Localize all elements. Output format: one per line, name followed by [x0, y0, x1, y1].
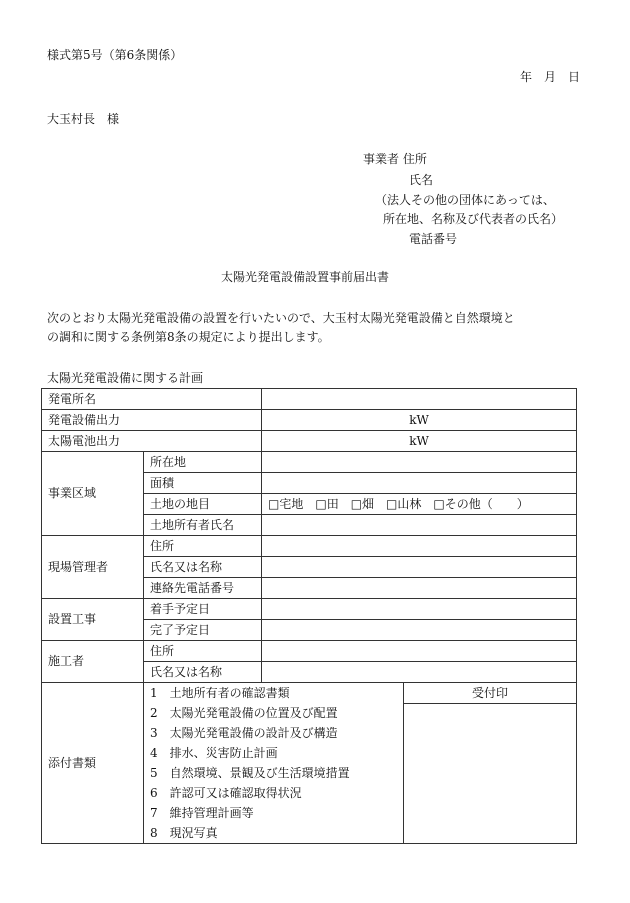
owner-name-value	[262, 515, 577, 536]
table-caption: 太陽光発電設備に関する計画	[47, 371, 204, 385]
manager-name-value	[262, 557, 577, 578]
plant-name-label: 発電所名	[42, 389, 262, 410]
land-category-label: 土地の地目	[144, 494, 262, 515]
list-item: 1 土地所有者の確認書類	[150, 686, 290, 700]
site-manager-label: 現場管理者	[42, 536, 144, 599]
location-value	[262, 452, 577, 473]
table-row	[42, 641, 577, 662]
land-category-options: □宅地 □田 □畑 □山林 □その他（ ）	[262, 494, 577, 515]
plant-name-value	[262, 389, 577, 410]
list-item: 5 自然環境、景観及び生活環境措置	[150, 766, 350, 780]
list-item: 6 許認可又は確認取得状況	[150, 786, 302, 800]
form-number: 様式第5号（第6条関係）	[47, 48, 183, 62]
manager-phone-label: 連絡先電話番号	[144, 578, 262, 599]
list-item: 8 現況写真	[150, 826, 218, 840]
table-row	[42, 536, 577, 557]
applicant-note-line2: 所在地、名称及び代表者の氏名）	[383, 212, 564, 226]
manager-name-label: 氏名又は名称	[144, 557, 262, 578]
table-row	[42, 452, 577, 473]
cell-output-unit: kW	[262, 431, 577, 452]
manager-address-label: 住所	[144, 536, 262, 557]
body-text-line2: の調和に関する条例第8条の規定により提出します。	[47, 330, 330, 344]
table-row	[42, 389, 577, 410]
start-date-label: 着手予定日	[144, 599, 262, 620]
land-area-value	[262, 473, 577, 494]
table-row	[42, 599, 577, 620]
contractor-address-label: 住所	[144, 641, 262, 662]
manager-address-value	[262, 536, 577, 557]
receipt-stamp-box	[404, 704, 577, 844]
list-item: 4 排水、災害防止計画	[150, 746, 278, 760]
contractor-name-value	[262, 662, 577, 683]
facility-output-unit: kW	[262, 410, 577, 431]
land-area-label: 面積	[144, 473, 262, 494]
attachments-label: 添付書類	[42, 683, 144, 844]
date-line: 年 月 日	[520, 70, 581, 84]
contractor-label: 施工者	[42, 641, 144, 683]
end-date-value	[262, 620, 577, 641]
table-row	[42, 683, 577, 704]
applicant-note-line1: （法人その他の団体にあっては、	[375, 193, 555, 207]
table-row	[42, 410, 577, 431]
table-row	[42, 431, 577, 452]
applicant-address-label: 事業者 住所	[363, 152, 427, 166]
applicant-phone-label: 電話番号	[409, 232, 458, 246]
list-item: 3 太陽光発電設備の設計及び構造	[150, 726, 338, 740]
plan-table	[41, 388, 577, 844]
addressee: 大玉村長 様	[47, 112, 120, 126]
cell-output-label: 太陽電池出力	[42, 431, 262, 452]
end-date-label: 完了予定日	[144, 620, 262, 641]
list-item: 7 維持管理計画等	[150, 806, 254, 820]
manager-phone-value	[262, 578, 577, 599]
facility-output-label: 発電設備出力	[42, 410, 262, 431]
contractor-name-label: 氏名又は名称	[144, 662, 262, 683]
receipt-stamp-label: 受付印	[404, 683, 577, 704]
attachments-list	[144, 683, 404, 844]
owner-name-label: 土地所有者氏名	[144, 515, 262, 536]
start-date-value	[262, 599, 577, 620]
list-item: 2 太陽光発電設備の位置及び配置	[150, 706, 338, 720]
body-text-line1: 次のとおり太陽光発電設備の設置を行いたいので、大玉村太陽光発電設備と自然環境と	[47, 311, 515, 325]
contractor-address-value	[262, 641, 577, 662]
construction-label: 設置工事	[42, 599, 144, 641]
document-title: 太陽光発電設備設置事前届出書	[221, 270, 390, 284]
applicant-name-label: 氏名	[409, 173, 434, 187]
location-label: 所在地	[144, 452, 262, 473]
business-area-label: 事業区域	[42, 452, 144, 536]
